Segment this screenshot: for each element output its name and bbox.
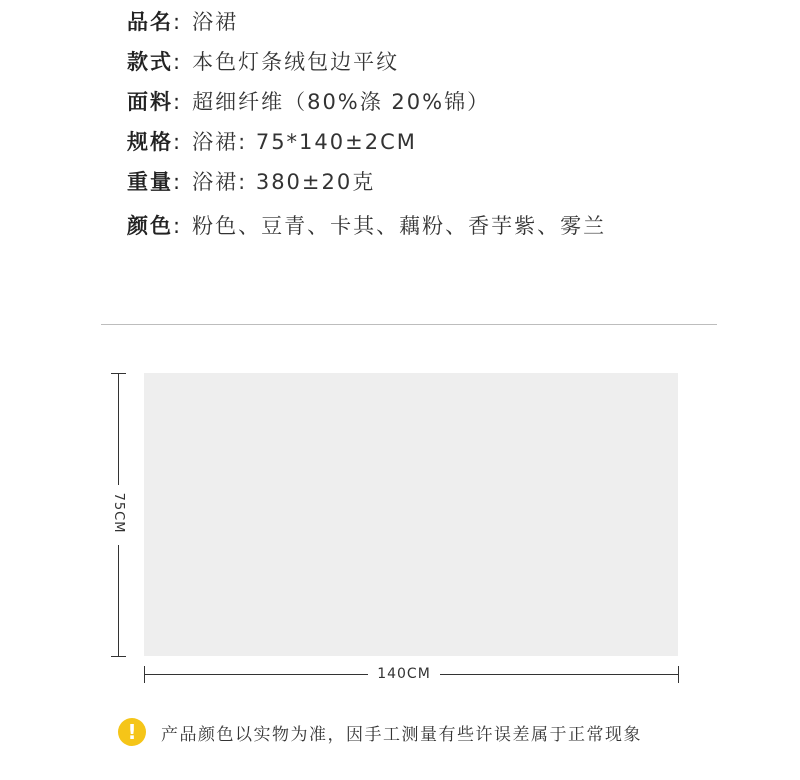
spec-row-weight <box>127 166 747 206</box>
spec-label: 品名 <box>127 10 173 34</box>
spec-value: 浴裙: 380±20克 <box>192 170 376 194</box>
spec-colon: : <box>173 170 183 194</box>
towel-size-diagram <box>144 373 678 656</box>
spec-value: 浴裙: 75*140±2CM <box>192 130 417 154</box>
height-dimension-line-top <box>118 373 119 485</box>
section-divider <box>101 324 717 325</box>
color-notice <box>118 717 642 747</box>
height-dimension-cap-bottom <box>111 656 126 657</box>
spec-colon: : <box>173 130 183 154</box>
notice-text: 产品颜色以实物为准，因手工测量有些许误差属于正常现象 <box>161 724 642 745</box>
spec-value: 浴裙 <box>192 10 239 34</box>
height-dimension-line-bottom <box>118 545 119 657</box>
spec-label: 重量 <box>127 170 173 194</box>
spec-value: 本色灯条绒包边平纹 <box>192 50 400 74</box>
spec-colon: : <box>173 214 183 238</box>
spec-label: 颜色 <box>127 214 173 238</box>
spec-value: 粉色、豆青、卡其、藕粉、香芋紫、雾兰 <box>192 214 607 238</box>
spec-colon: : <box>173 10 183 34</box>
width-dimension-line-right <box>440 674 678 675</box>
width-dimension-line-left <box>144 674 368 675</box>
spec-row-size <box>127 126 747 166</box>
spec-label: 款式 <box>127 50 173 74</box>
spec-label: 面料 <box>127 90 173 114</box>
spec-row-colors <box>127 210 747 250</box>
spec-row-name <box>127 6 747 46</box>
spec-colon: : <box>173 50 183 74</box>
height-dimension-label: 75CM <box>111 492 126 534</box>
spec-value: 超细纤维（80%涤 20%锦） <box>192 90 491 114</box>
width-dimension-cap-right <box>678 666 679 683</box>
width-dimension-label: 140CM <box>377 666 431 682</box>
spec-row-fabric <box>127 86 747 126</box>
spec-row-style <box>127 46 747 86</box>
spec-list <box>127 6 747 250</box>
spec-colon: : <box>173 90 183 114</box>
spec-label: 规格 <box>127 130 173 154</box>
exclamation-icon: ! <box>118 718 146 746</box>
